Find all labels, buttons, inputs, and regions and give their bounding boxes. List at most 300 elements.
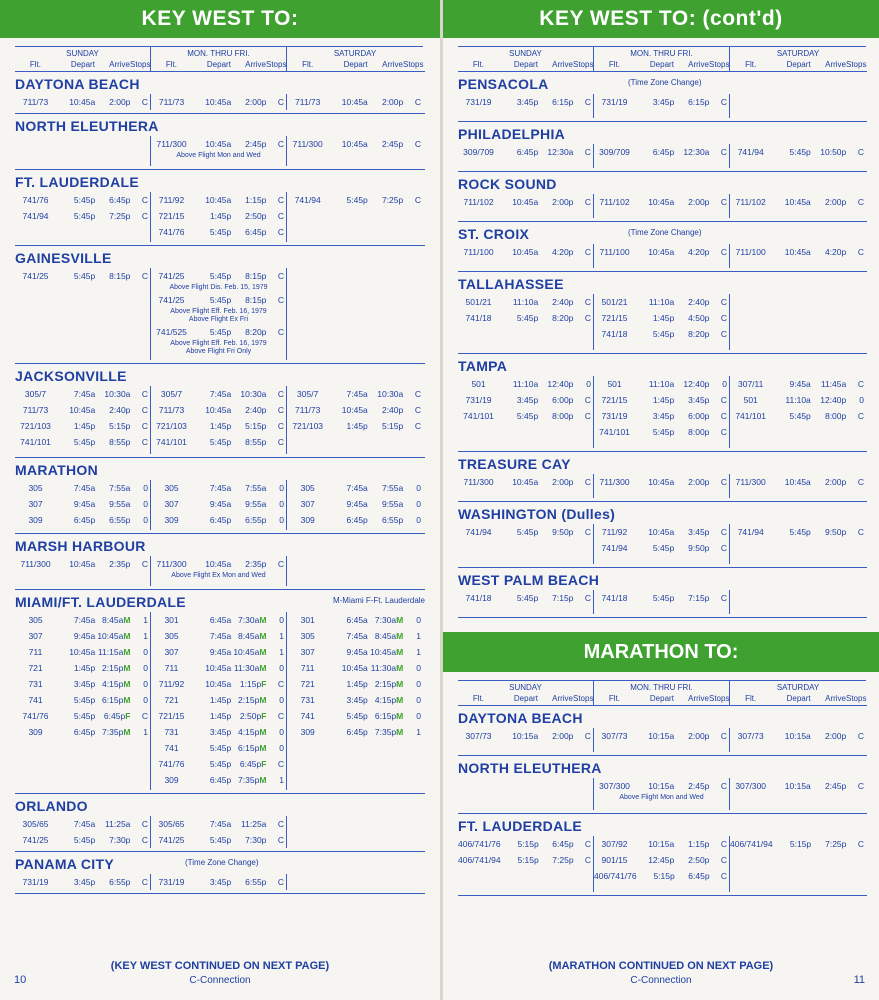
flight-row [594,590,729,606]
destination-name: MARATHON [15,462,99,478]
arrive-time: 8:00p [824,411,847,421]
arrive-time: 7:15p [688,593,710,603]
flight-row [151,708,286,724]
flight-number: 307/92 [601,839,628,849]
flight-row [151,772,286,788]
flight-row [594,194,729,210]
depart-time: 5:15p [517,855,539,865]
column-header: Depart [513,694,538,703]
flight-row [730,392,866,408]
depart-time: 3:45p [346,695,368,705]
arrive-time: 2:45p [381,139,404,149]
flight-number: 501 [607,379,622,389]
flight-row [730,244,866,260]
arrive-time: 7:30aM [238,615,267,625]
flight-number: 741/25 [158,835,185,845]
arrive-time: 5:15p [245,421,267,431]
destination-name: DAYTONA BEACH [458,710,583,726]
day-block [458,728,594,752]
flight-number: 741/76 [22,711,49,721]
flight-number: 307/73 [465,731,492,741]
flight-row [458,392,593,408]
flight-number: 711/300 [735,477,766,487]
flight-number: 711/300 [20,559,51,569]
day-block [594,294,730,350]
stops: C [414,421,421,431]
flight-number: 741/94 [601,543,628,553]
flight-number: 406/741/76 [458,839,501,849]
stops: C [277,877,285,887]
airport-code: F [261,759,267,769]
depart-time: 10:45a [341,139,368,149]
flight-row [15,832,150,848]
airport-code: M [259,743,267,753]
flight-row [458,408,593,424]
flight-number: 711/300 [156,139,187,149]
destination-section [15,794,425,852]
day-block [15,268,151,360]
depart-time: 7:45a [73,483,96,493]
arrive-time: 2:00p [552,477,574,487]
time-zone-note: (Time Zone Change) [628,78,702,87]
depart-time: 5:15p [789,839,812,849]
depart-time: 6:45a [209,615,232,625]
flight-number: 305 [300,631,315,641]
day-block [458,836,594,892]
stops: C [141,437,149,447]
header-block [594,60,730,71]
flight-row [287,496,423,512]
day-block [287,480,423,530]
arrive-time: 6:15pM [238,743,267,753]
schedule-rows [15,874,425,890]
stops: C [720,543,728,553]
flight-row [15,556,150,572]
column-groups [458,46,867,60]
flight-number: 305/7 [24,389,47,399]
day-block [15,874,151,890]
flight-row [15,874,150,890]
flight-number: 721 [164,695,179,705]
stops: C [277,139,285,149]
flight-row [287,660,423,676]
airport-code: M [123,631,131,641]
page-number-left: 10 [14,974,27,986]
arrive-time: 6:55p [381,515,404,525]
arrive-time: 11:25a [105,819,131,829]
depart-time: 5:45p [73,695,96,705]
flight-row [151,740,286,756]
flight-note: Above Flight Ex Mon and Wed [171,572,266,579]
depart-time: 10:45a [648,477,675,487]
flight-row [458,144,593,160]
arrive-time: 11:15aM [97,647,131,657]
depart-time: 5:45p [209,437,232,447]
column-header: Stops [573,694,594,703]
stops: C [857,379,864,389]
flight-row [287,676,423,692]
flight-number: 741/25 [22,835,49,845]
depart-time: 10:45a [648,197,675,207]
destination-name: TALLAHASSEE [458,276,564,292]
depart-time: 7:45a [73,819,96,829]
depart-time: 1:45p [346,679,368,689]
day-block [15,556,151,586]
flight-number: 711/102 [463,197,494,207]
depart-time: 11:10a [785,395,811,405]
arrive-time: 2:40p [688,297,710,307]
flight-number: 711/73 [295,405,321,415]
stops: C [857,477,864,487]
column-header: Flt. [608,60,621,69]
day-block [287,386,423,454]
flight-number: 731/19 [22,877,49,887]
arrive-time: 6:00p [688,411,710,421]
depart-time: 1:45p [209,711,232,721]
flight-note: Above Flight Eff. Feb. 16, 1979 [170,308,267,315]
depart-time: 6:45p [346,727,368,737]
flight-row [15,192,150,208]
flight-row [287,418,423,434]
arrive-time: 7:30p [109,835,131,845]
flight-row [15,644,150,660]
arrive-time: 8:55p [245,437,267,447]
marathon-banner: MARATHON TO: [443,632,879,672]
airport-code: M [259,663,267,673]
stops: 1 [279,647,285,657]
flight-note: Above Flight Dis. Feb. 15, 1979 [169,284,268,291]
flight-number: 731/19 [601,97,628,107]
arrive-time: 8:00p [552,411,574,421]
flight-row [594,326,729,342]
flight-number: 305 [164,483,179,493]
flight-row [15,676,150,692]
flight-row [15,386,150,402]
arrive-time: 10:30a [104,389,131,399]
stops: C [720,527,728,537]
flight-number: 711/300 [463,477,494,487]
day-block [458,94,594,118]
destination-name: DAYTONA BEACH [15,76,140,92]
stops: C [277,271,285,281]
flight-row [15,692,150,708]
arrive-time: 6:00p [552,395,574,405]
stops: C [277,327,285,337]
flight-row [458,376,593,392]
arrive-time: 6:55p [109,877,131,887]
stops: 1 [279,775,285,785]
flight-row [594,868,729,884]
day-block [730,728,866,752]
flight-number: 721/15 [601,395,628,405]
depart-time: 3:45p [516,395,539,405]
stops: 0 [279,695,285,705]
day-block [287,94,423,110]
depart-time: 3:45p [516,97,539,107]
depart-time: 10:45a [205,679,232,689]
depart-time: 10:45a [341,405,368,415]
schedule-rows [15,816,425,848]
flight-row [594,852,729,868]
depart-time: 6:45p [209,515,232,525]
flight-row [151,832,286,848]
flight-number: 731 [300,695,315,705]
arrive-time: 6:45p [245,227,267,237]
day-block [458,376,594,448]
flight-row [151,612,286,628]
depart-time: 10:15a [648,781,675,791]
depart-time: 6:45p [73,515,96,525]
stops: C [720,297,728,307]
airport-code: M [123,663,131,673]
airport-code: M [259,615,267,625]
arrive-time: 11:45a [820,379,847,389]
stops: C [141,877,149,887]
flight-number: 309 [300,727,315,737]
flight-number: 741/101 [463,411,494,421]
flight-row [287,94,423,110]
stops: 0 [586,379,592,389]
stops: C [584,97,592,107]
depart-time: 10:45a [648,527,675,537]
flight-number: 305/65 [22,819,49,829]
stops: 1 [416,631,421,641]
arrive-time: 7:35pM [102,727,131,737]
stops: C [277,405,285,415]
arrive-time: 12:40p [683,379,710,389]
day-block [730,194,866,218]
depart-time: 9:45a [209,499,232,509]
flight-row [151,816,286,832]
arrive-time: 7:55a [109,483,131,493]
day-block [151,874,287,890]
column-header: Arrive [688,60,709,69]
flight-number: 309 [300,515,315,525]
destination-section [15,590,425,794]
flight-row [287,692,423,708]
depart-time: 5:45p [73,271,96,281]
arrive-time: 1:15p [245,195,267,205]
connection-left: C-Connection [189,975,251,986]
flight-number: 741 [300,711,315,721]
arrive-time: 1:15pF [239,679,267,689]
arrive-time: 10:45aM [97,631,131,641]
flight-row [151,628,286,644]
stops: 0 [279,499,285,509]
flight-row [730,194,866,210]
stops: C [141,271,149,281]
day-block [594,244,730,268]
day-block [594,524,730,564]
stops: C [720,411,728,421]
column-groups [458,680,867,694]
stops: C [277,195,285,205]
column-header: Depart [649,694,674,703]
stops: C [277,421,285,431]
stops: C [857,781,864,791]
column-header: Depart [786,60,811,69]
day-block [458,294,594,350]
day-block [730,94,866,118]
stops: 0 [143,679,149,689]
stops: C [584,197,592,207]
arrive-time: 6:55p [109,515,131,525]
depart-time: 5:15p [517,839,539,849]
flight-row [730,144,866,160]
flight-row [15,628,150,644]
depart-time: 1:45p [209,211,232,221]
page-number-right: 11 [853,974,865,986]
column-group-label: MON. THRU FRI. [151,46,287,60]
flight-number: 406/741/94 [458,855,501,865]
airport-code: M [259,647,267,657]
depart-time: 11:10a [512,379,539,389]
arrive-time: 9:50p [824,527,847,537]
arrive-time: 2:00p [381,97,404,107]
footer-left: (KEY WEST CONTINUED ON NEXT PAGE) [110,960,330,972]
flight-row [287,612,423,628]
depart-time: 6:45p [209,775,232,785]
depart-time: 1:45p [209,421,232,431]
depart-time: 5:45p [516,411,539,421]
destination-name: GAINESVILLE [15,250,112,266]
depart-time: 6:45p [346,515,368,525]
stops: C [720,855,728,865]
flight-row [458,524,593,540]
flight-row [287,628,423,644]
stops: 0 [416,711,421,721]
flight-row [15,418,150,434]
flight-number: 307/300 [599,781,630,791]
day-block [594,728,730,752]
column-header: Depart [70,60,95,69]
stops: 1 [143,631,149,641]
flight-number: 711/73 [22,405,49,415]
stops: C [584,395,592,405]
stops: C [277,679,285,689]
arrive-time: 6:55p [245,877,267,887]
day-block [287,816,423,848]
schedule-rows [458,376,867,448]
arrive-time: 4:20p [824,247,847,257]
column-header: Stops [846,694,867,703]
arrive-time: 2:00p [688,477,710,487]
depart-time: 3:45p [73,679,96,689]
arrive-time: 2:00p [552,197,574,207]
stops: 0 [279,483,285,493]
arrive-time: 2:45p [245,139,267,149]
schedule-rows [458,836,867,892]
flight-number: 731/19 [465,395,492,405]
stops: C [720,593,728,603]
flight-number: 721/103 [292,421,324,431]
stops: C [857,147,864,157]
flight-row [151,676,286,692]
flight-row [15,496,150,512]
airport-code: M [396,711,404,721]
flight-number: 741/18 [601,329,628,339]
flight-number: 711/73 [22,97,49,107]
flight-number: 741 [28,695,43,705]
depart-time: 10:45a [205,663,232,673]
flight-row [287,512,423,528]
stops: 1 [416,647,421,657]
day-block [458,474,594,498]
depart-time: 6:45p [516,147,539,157]
arrive-time: 2:15pM [374,679,404,689]
flight-number: 305 [300,483,315,493]
flight-number: 721/103 [156,421,187,431]
stops: C [720,871,727,881]
arrive-time: 2:35p [109,559,131,569]
arrive-time: 4:15pM [374,695,404,705]
destination-section [15,246,425,364]
stops: C [141,835,149,845]
arrive-time: 9:55a [381,499,404,509]
footer-right: (MARATHON CONTINUED ON NEXT PAGE) [548,960,774,972]
arrive-time: 6:45pF [103,711,131,721]
flight-row [458,852,593,868]
flight-row [151,724,286,740]
right-page [443,0,879,1000]
flight-number: 741/525 [156,327,187,337]
day-block [151,612,287,790]
depart-time: 5:45p [516,593,539,603]
stops: C [720,247,728,257]
flight-number: 731/19 [601,411,628,421]
stops: C [720,477,728,487]
left-banner: KEY WEST TO: [0,0,440,38]
flight-number: 741/25 [22,271,49,281]
flight-row [15,480,150,496]
arrive-time: 8:20p [245,327,267,337]
column-headers [458,694,867,706]
flight-row [151,208,286,224]
header-block [151,60,287,71]
arrive-time: 4:15pM [238,727,267,737]
arrive-time: 8:45aM [102,615,131,625]
destination-section [458,452,867,502]
stops: C [720,147,728,157]
depart-time: 5:45p [73,211,96,221]
day-block [594,376,730,448]
destination-name: NORTH ELEUTHERA [458,760,602,776]
flight-row [15,724,150,740]
depart-time: 5:45p [789,411,811,421]
flight-number: 721/15 [158,711,185,721]
schedule-rows [15,386,425,454]
arrive-time: 9:55a [245,499,267,509]
flight-number: 711/300 [156,559,187,569]
day-block [594,590,730,614]
stops: C [857,247,864,257]
destination-section [458,814,867,896]
flight-number: 721 [300,679,315,689]
stops: 0 [143,483,149,493]
arrive-time: 7:30p [245,835,267,845]
destination-name: TAMPA [458,358,508,374]
day-block [730,376,866,448]
column-header: Arrive [382,60,403,69]
flight-row [15,512,150,528]
flight-number: 741/76 [22,195,49,205]
depart-time: 10:45a [341,97,368,107]
depart-time: 10:45a [512,247,539,257]
day-block [594,778,730,810]
stops: C [720,427,728,437]
arrive-time: 9:55a [109,499,131,509]
flight-number: 307/73 [737,731,764,741]
